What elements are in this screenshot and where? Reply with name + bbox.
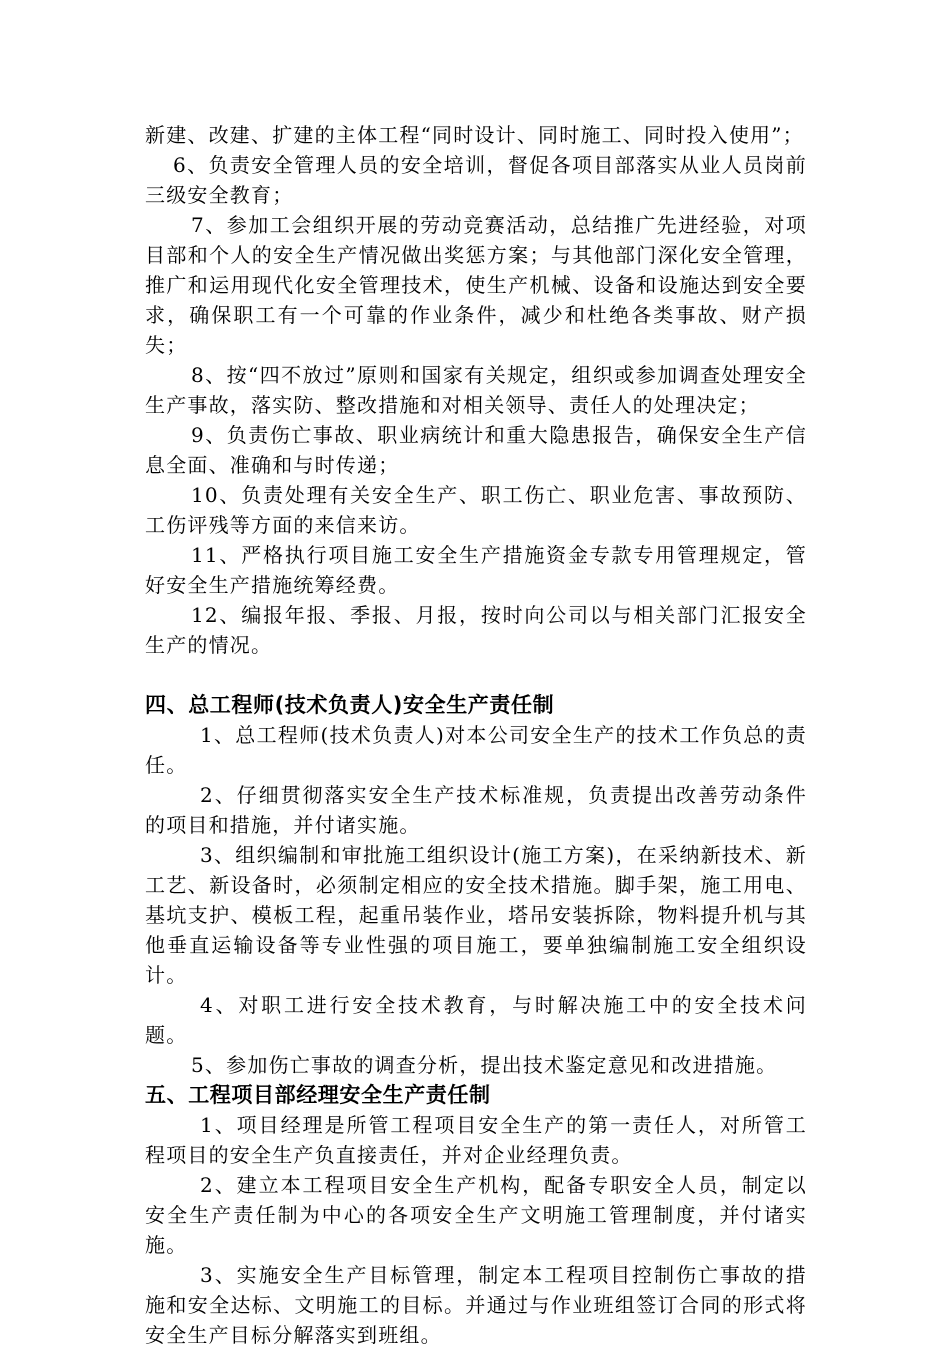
paragraph-item-2: 2、建立本工程项目安全生产机构，配备专职安全人员，制定以安全生产责任制为中心的各项安全生产文明施工管理制度，并付诸实施。 (145, 1173, 807, 1257)
section-heading-5: 五、工程项目部经理安全生产责任制 (145, 1083, 491, 1107)
section-spacer (145, 660, 807, 690)
document-body (145, 120, 807, 1350)
paragraph-item-5: 5、参加伤亡事故的调查分析，提出技术鉴定意见和改进措施。 (191, 1053, 778, 1077)
paragraph-item-11: 11、严格执行项目施工安全生产措施资金专款专用管理规定，管好安全生产措施统筹经费。 (145, 543, 807, 597)
paragraph-item-4: 4、对职工进行安全技术教育，与时解决施工中的安全技术问题。 (145, 993, 807, 1047)
paragraph-item-3: 3、实施安全生产目标管理，制定本工程项目控制伤亡事故的措施和安全达标、文明施工的目标。并通过与作业班组签订合同的形式将安全生产目标分解落实到班组。 (145, 1263, 807, 1347)
paragraph-item-9: 9、负责伤亡事故、职业病统计和重大隐患报告，确保安全生产信息全面、准确和与时传递； (145, 423, 807, 477)
paragraph-item-1: 1、总工程师(技术负责人)对本公司安全生产的技术工作负总的责任。 (145, 723, 807, 777)
paragraph-item-8: 8、按“四不放过”原则和国家有关规定，组织或参加调查处理安全生产事故，落实防、整改措施和对相关领导、责任人的处理决定； (145, 363, 807, 417)
section-heading-4: 四、总工程师(技术负责人)安全生产责任制 (145, 693, 555, 717)
paragraph-item-1: 1、项目经理是所管工程项目安全生产的第一责任人，对所管工程项目的安全生产负直接责任，并对企业经理负责。 (145, 1113, 807, 1167)
paragraph-continuation: 新建、改建、扩建的主体工程“同时设计、同时施工、同时投入使用”； (145, 123, 804, 147)
paragraph-item-12: 12、编报年报、季报、月报，按时向公司以与相关部门汇报安全生产的情况。 (145, 603, 807, 657)
paragraph-item-6: 6、负责安全管理人员的安全培训，督促各项目部落实从业人员岗前三级安全教育； (145, 153, 807, 207)
paragraph-item-7: 7、参加工会组织开展的劳动竞赛活动，总结推广先进经验，对项目部和个人的安全生产情况做出奖惩方案；与其他部门深化安全管理，推广和运用现代化安全管理技术，使生产机械、设备和设施达到安全要求，确保职工有一个可靠的作业条件，减少和杜绝各类事故、财产损失； (145, 213, 807, 357)
paragraph-item-2: 2、仔细贯彻落实安全生产技术标准规，负责提出改善劳动条件的项目和措施，并付诸实施。 (145, 783, 807, 837)
paragraph-item-3: 3、组织编制和审批施工组织设计(施工方案)，在采纳新技术、新工艺、新设备时，必须制定相应的安全技术措施。脚手架，施工用电、基坑支护、模板工程，起重吊装作业，塔吊安装拆除，物料提升机与其他垂直运输设备等专业性强的项目施工，要单独编制施工安全组织设计。 (145, 843, 807, 987)
paragraph-item-10: 10、负责处理有关安全生产、职工伤亡、职业危害、事故预防、工伤评残等方面的来信来访。 (145, 483, 807, 537)
